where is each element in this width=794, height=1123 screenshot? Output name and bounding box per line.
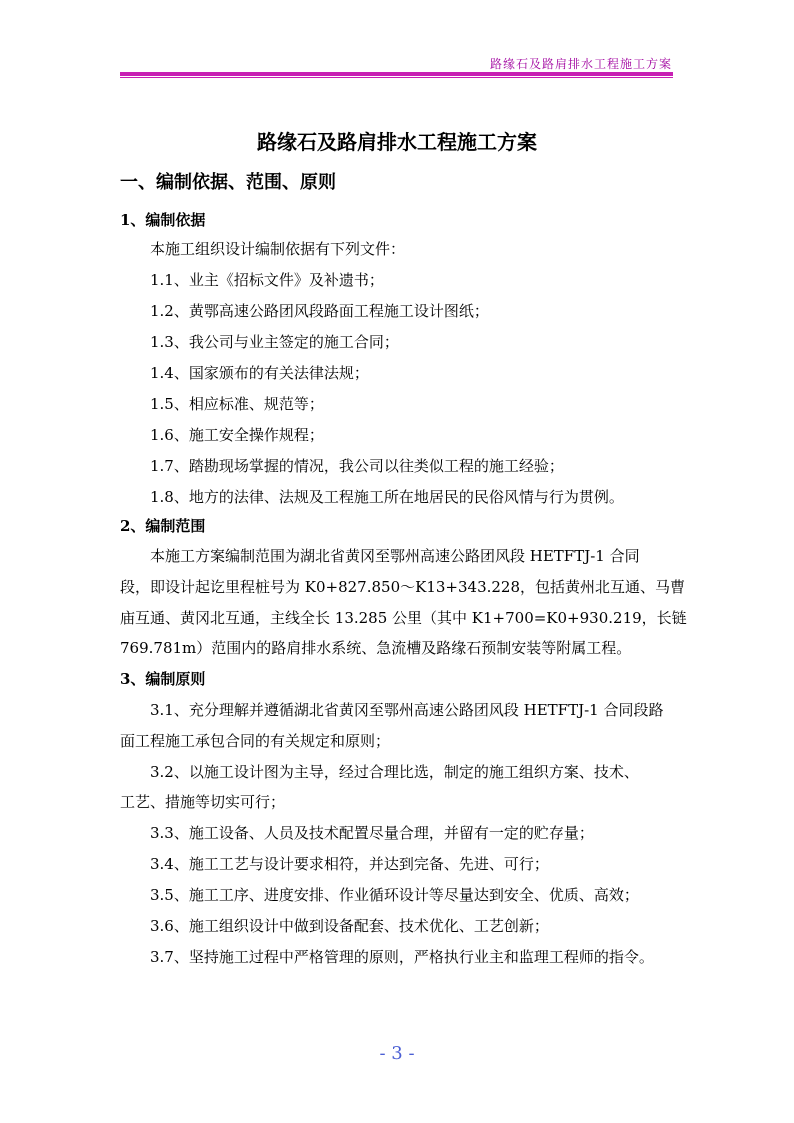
paragraph-line: 段，即设计起讫里程桩号为 K0+827.850～K13+343.228，包括黄州北互通、马曹	[120, 578, 686, 596]
header-rule-thin	[120, 77, 673, 78]
paragraph-line: 面工程施工承包合同的有关规定和原则；	[120, 732, 391, 750]
subsection-heading-principles: 3、编制原则	[120, 670, 206, 688]
paragraph-line: 3.1、充分理解并遵循湖北省黄冈至鄂州高速公路团风段 HETFTJ-1 合同段路	[150, 701, 664, 719]
list-item: 1.1、业主《招标文件》及补遗书；	[150, 271, 384, 289]
list-item: 1.6、施工安全操作规程；	[150, 426, 324, 444]
subsection-heading-scope: 2、编制范围	[120, 517, 206, 535]
paragraph-line: 3.6、施工组织设计中做到设备配套、技术优化、工艺创新；	[150, 917, 549, 935]
list-item: 1.2、黄鄂高速公路团风段路面工程施工设计图纸；	[150, 302, 489, 320]
paragraph-line: 庙互通、黄冈北互通，主线全长 13.285 公里（其中 K1+700=K0+930.219，长链	[120, 609, 687, 627]
paragraph-line: 3.2、以施工设计图为主导，经过合理比选，制定的施工组织方案、技术、	[150, 763, 639, 781]
header-rule-thick	[120, 72, 673, 76]
paragraph-line: 3.7、坚持施工过程中严格管理的原则，严格执行业主和监理工程师的指令。	[150, 948, 654, 966]
paragraph-line: 769.781m）范围内的路肩排水系统、急流槽及路缘石预制安装等附属工程。	[120, 639, 632, 657]
paragraph-line: 3.3、施工设备、人员及技术配置尽量合理，并留有一定的贮存量；	[150, 824, 594, 842]
page-number: - 3 -	[379, 1043, 415, 1064]
list-item: 1.5、相应标准、规范等；	[150, 395, 324, 413]
list-item: 1.3、我公司与业主签定的施工合同；	[150, 333, 399, 351]
document-title: 路缘石及路肩排水工程施工方案	[257, 130, 537, 154]
section-heading: 一、编制依据、范围、原则	[120, 172, 336, 193]
subsection-heading-basis: 1、编制依据	[120, 211, 206, 229]
list-item: 1.7、踏勘现场掌握的情况，我公司以往类似工程的施工经验；	[150, 457, 564, 475]
paragraph-line: 3.4、施工工艺与设计要求相符，并达到完备、先进、可行；	[150, 855, 549, 873]
paragraph-line: 本施工方案编制范围为湖北省黄冈至鄂州高速公路团风段 HETFTJ-1 合同	[150, 547, 640, 565]
list-item: 1.8、地方的法律、法规及工程施工所在地居民的民俗风情与行为贯例。	[150, 488, 624, 506]
running-header-title: 路缘石及路肩排水工程施工方案	[489, 57, 672, 71]
paragraph-line: 3.5、施工工序、进度安排、作业循环设计等尽量达到安全、优质、高效；	[150, 886, 639, 904]
paragraph-line: 本施工组织设计编制依据有下列文件：	[150, 240, 406, 258]
list-item: 1.4、国家颁布的有关法律法规；	[150, 364, 369, 382]
paragraph-line: 工艺、措施等切实可行；	[120, 793, 286, 811]
